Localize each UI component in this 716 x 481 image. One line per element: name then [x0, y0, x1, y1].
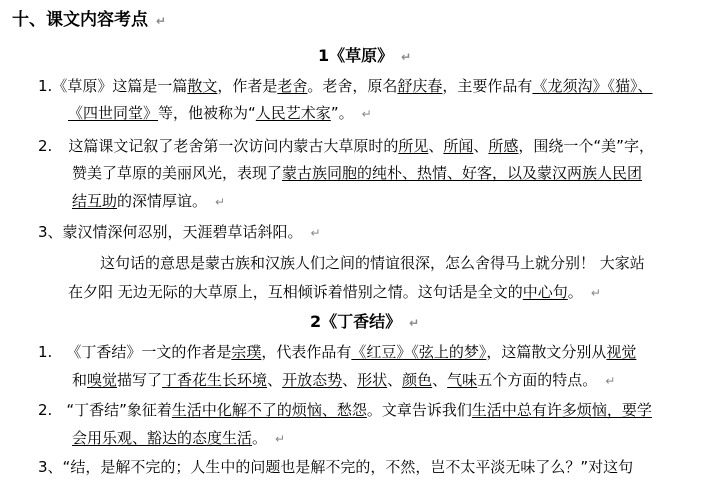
key-point: 蒙古族同胞的纯朴、热情、好客，以及蒙汉两族人民团 — [282, 164, 643, 182]
text-line — [68, 101, 372, 126]
section-title-lilac — [310, 310, 419, 335]
item-number: 1. — [38, 343, 53, 361]
text-line — [72, 161, 642, 185]
section-title: 2《丁香结》 — [310, 312, 402, 331]
key-point: 气味 — [447, 371, 478, 389]
text-run: 五个方面的特点。 — [477, 371, 598, 389]
text-run: 这句话的意思是蒙古族和汉族人们之间的情谊很深，怎么舍得马上就分别！ 大家站 — [100, 254, 645, 272]
text-run: ，围绕一个“美”字， — [518, 137, 654, 155]
text-line — [38, 134, 654, 158]
text-line — [38, 455, 633, 479]
key-point: 《红豆》《弦上的梦》 — [351, 343, 487, 361]
text-run: 3、蒙汉情深何忍别，天涯碧草话斜阳。 — [38, 223, 303, 241]
item-number: 2. — [38, 401, 53, 419]
text-line — [38, 398, 652, 422]
key-point: 中心句 — [522, 283, 568, 301]
key-point: 人民艺术家 — [255, 104, 331, 122]
text-run: 。 — [567, 283, 583, 301]
section-title: 1《草原》 — [318, 46, 394, 65]
text-run: 赞美了草原的美丽风光，表现了 — [72, 164, 283, 182]
paragraph-mark-icon: ↵ — [156, 14, 167, 28]
paragraph-mark-icon: ↵ — [310, 226, 321, 240]
key-point: 开放态势 — [282, 371, 343, 389]
key-point: 散文 — [187, 77, 218, 95]
key-point: 会用乐观、豁达的态度生活 — [72, 429, 253, 447]
text-run: 。老舍，原名 — [307, 77, 398, 95]
key-point: 《龙须沟》《猫》、 — [532, 77, 653, 95]
text-run: 描写了 — [117, 371, 163, 389]
key-point: 生活中总有许多烦恼，要学 — [471, 401, 652, 419]
text-run: 《丁香结》一文的作者是 — [66, 343, 232, 361]
text-run: 在夕阳 无边无际的大草原上，互相倾诉着惜别之情。这句话是全文的 — [68, 283, 523, 301]
text-run: 、 — [428, 137, 444, 155]
text-run: ，主要作品有 — [442, 77, 533, 95]
text-line — [72, 189, 225, 214]
text-run: 、 — [473, 137, 489, 155]
paragraph-mark-icon: ↵ — [361, 107, 372, 121]
key-point: 视觉 — [606, 343, 637, 361]
key-point: 舒庆春 — [397, 77, 443, 95]
key-point: 丁香花生长环境 — [162, 371, 268, 389]
text-run: “丁香结”象征着 — [66, 401, 172, 419]
key-point: 生活中化解不了的烦恼、愁怨 — [171, 401, 367, 419]
key-point: 结互助 — [72, 192, 118, 210]
heading-text: 十、课文内容考点 — [12, 10, 148, 30]
paragraph-mark-icon: ↵ — [215, 195, 226, 209]
text-run: 、 — [387, 371, 403, 389]
text-run: 《草原》 — [52, 77, 113, 95]
key-point: 嗅觉 — [87, 371, 118, 389]
key-point: 颜色 — [402, 371, 433, 389]
section-title-grassland — [318, 44, 411, 69]
paragraph-mark-icon: ↵ — [401, 50, 412, 64]
text-line — [68, 280, 601, 305]
text-line — [72, 426, 285, 451]
text-run: 等，他被称为“ — [158, 104, 256, 122]
item-number: 1. — [38, 77, 53, 95]
paragraph-mark-icon: ↵ — [590, 286, 601, 300]
text-run: 、 — [267, 371, 283, 389]
text-line — [38, 74, 652, 98]
key-point: 宗璞 — [231, 343, 262, 361]
text-run: 和 — [72, 371, 88, 389]
text-line — [72, 368, 615, 393]
text-run: 这篇课文记叙了老舍第一次访问内蒙古大草原时的 — [68, 137, 399, 155]
text-line — [100, 251, 645, 275]
text-run: 3、“结，是解不完的；人生中的问题也是解不完的，不然，岂不太平淡无味了么？”对这句 — [38, 458, 634, 476]
key-point: 所感 — [488, 137, 519, 155]
text-run: 、 — [432, 371, 448, 389]
section-heading — [12, 8, 166, 33]
key-point: 老舍 — [277, 77, 308, 95]
paragraph-mark-icon: ↵ — [605, 374, 616, 388]
text-run: ，代表作品有 — [261, 343, 352, 361]
paragraph-mark-icon: ↵ — [275, 432, 286, 446]
key-point: 《四世同堂》 — [68, 104, 159, 122]
item-number: 2. — [38, 137, 53, 155]
text-run: 、 — [342, 371, 358, 389]
text-line — [38, 340, 636, 364]
key-point: 所见 — [398, 137, 429, 155]
key-point: 形状 — [357, 371, 388, 389]
text-run: ，作者是 — [217, 77, 278, 95]
text-run: 。文章告诉我们 — [366, 401, 472, 419]
text-run: 的深情厚谊。 — [117, 192, 208, 210]
text-run: 。 — [252, 429, 268, 447]
text-run: ”。 — [330, 104, 354, 122]
text-line — [38, 220, 321, 245]
key-point: 所闻 — [443, 137, 474, 155]
text-run: 这篇是一篇 — [112, 77, 188, 95]
text-run: ，这篇散文分别从 — [486, 343, 607, 361]
paragraph-mark-icon: ↵ — [409, 316, 420, 330]
